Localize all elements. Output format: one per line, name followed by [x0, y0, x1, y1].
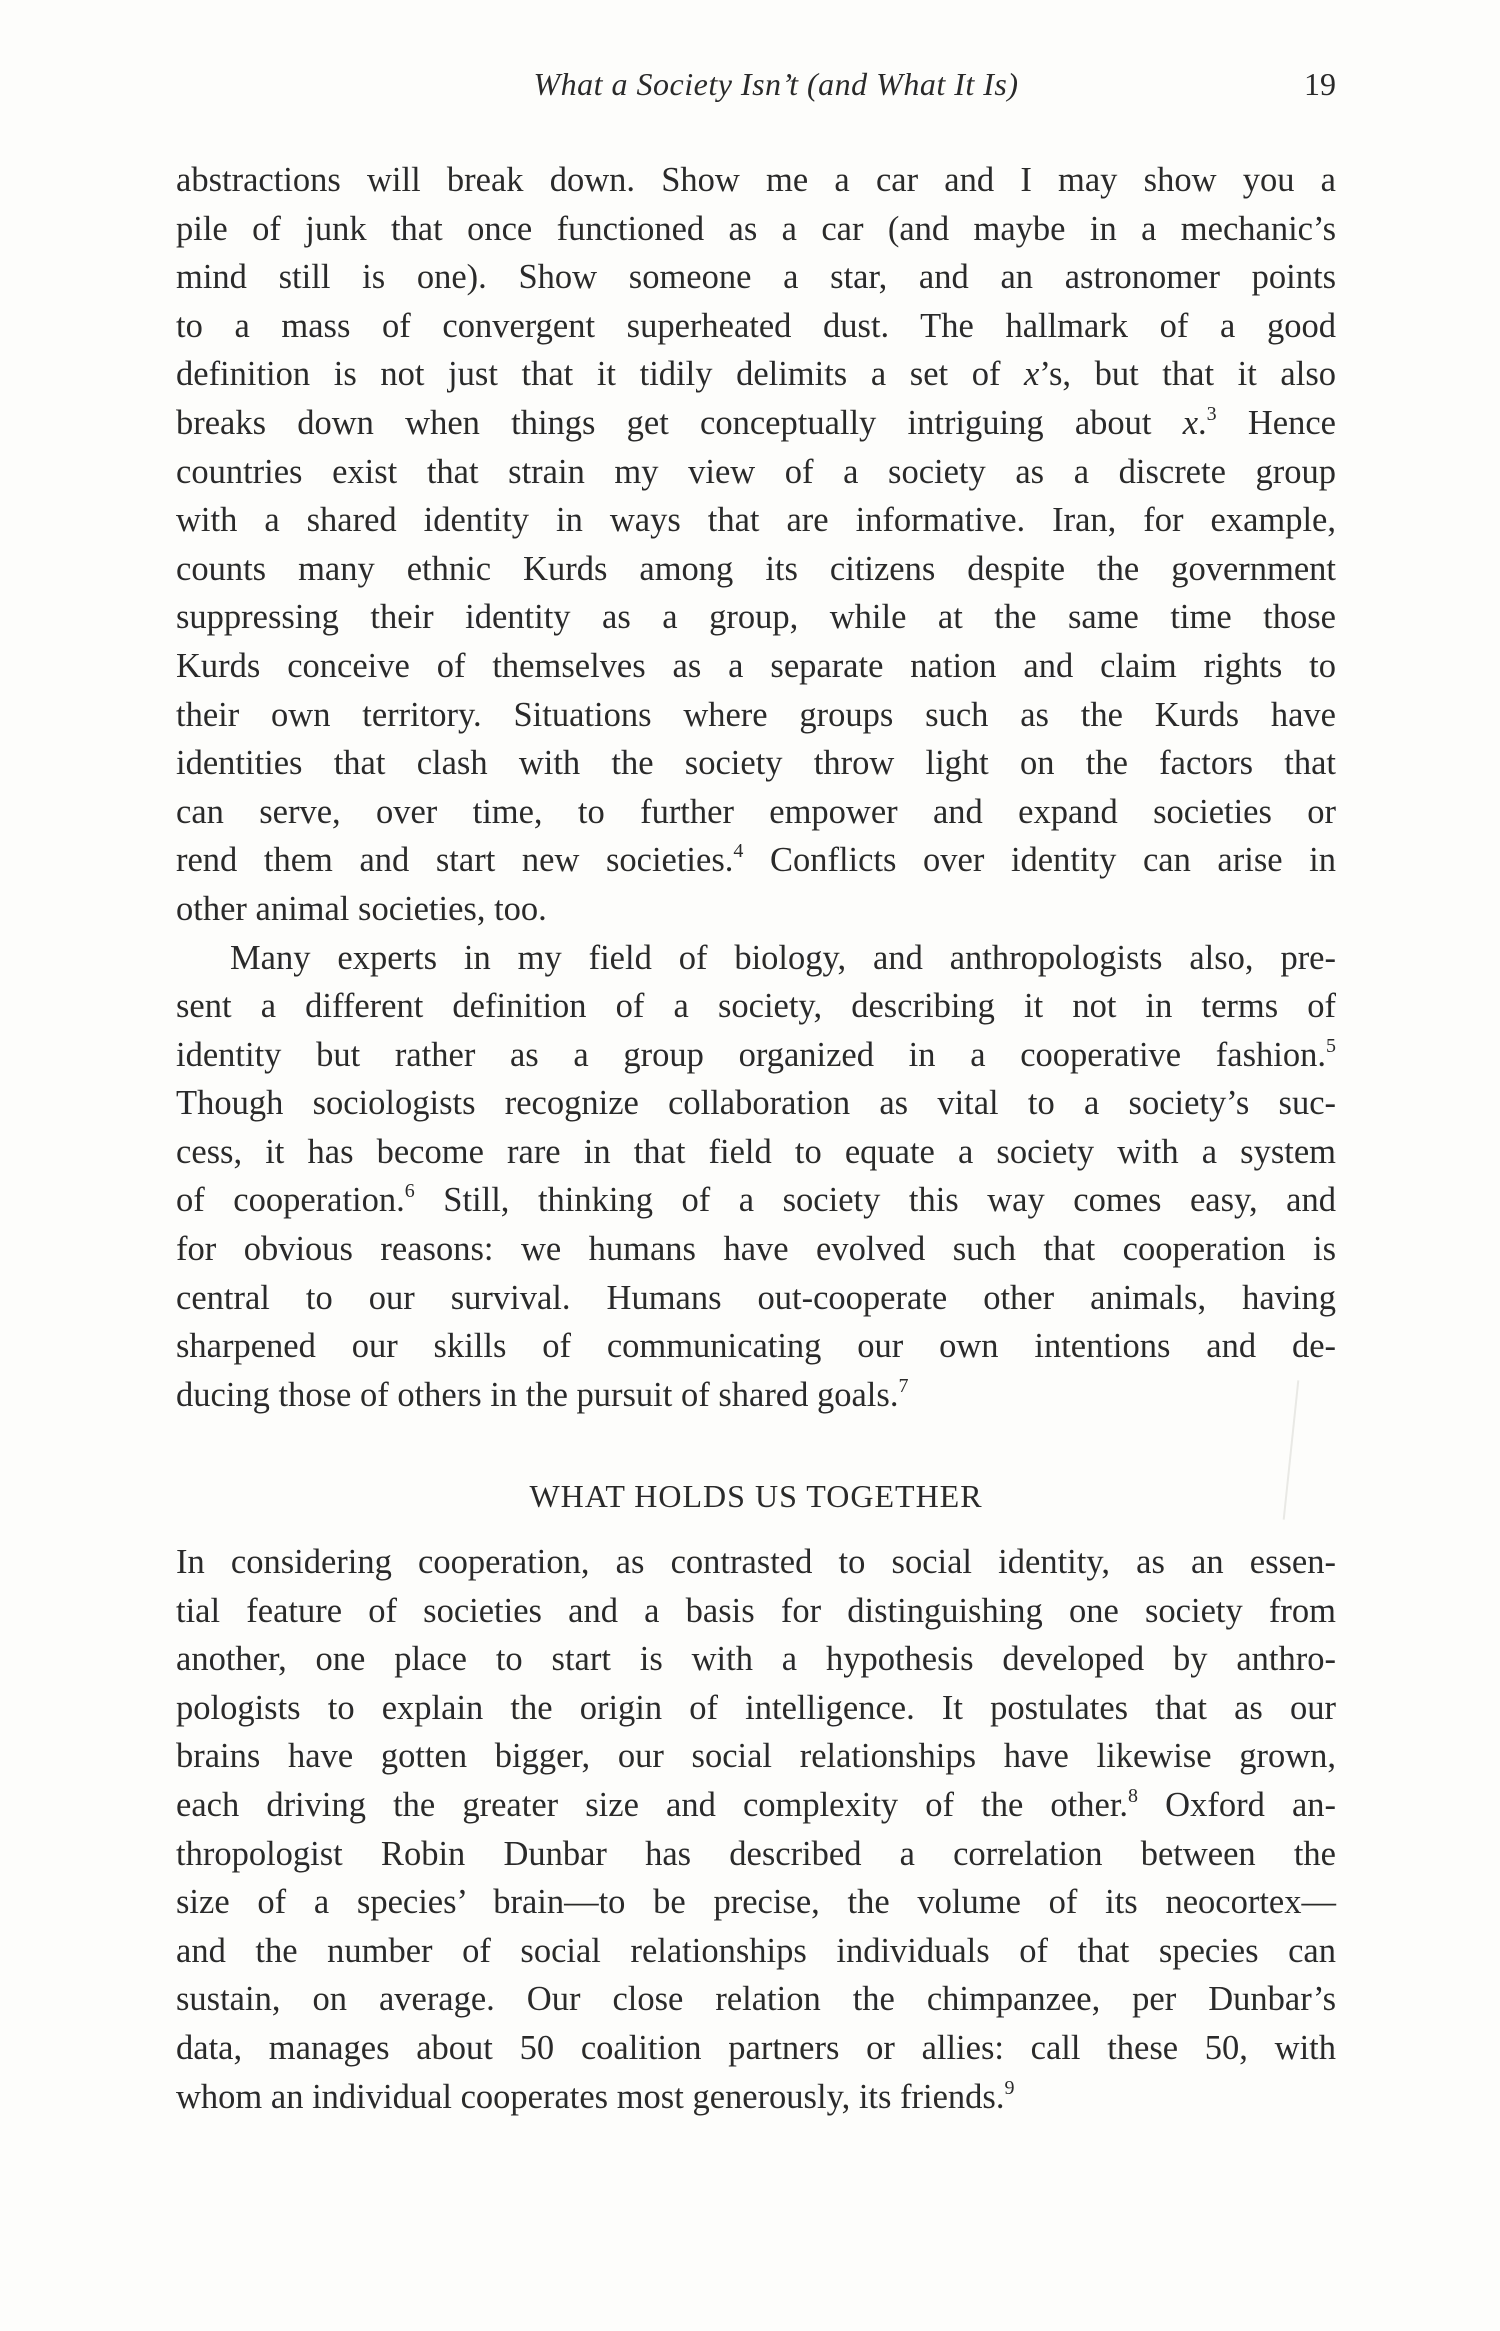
paragraph — [176, 156, 1336, 934]
text-line: ducing those of others in the pursuit of shared goals.$^7$ — [176, 1374, 909, 1414]
text-line: suppressing their identity as a group, while at the same time those — [176, 598, 1336, 637]
text-line: identities that clash with the society throw light on the factors that — [176, 744, 1336, 783]
text-line: central to our survival. Humans out-cooperate other animals, having — [176, 1278, 1336, 1317]
text-line: size of a species’ brain—to be precise, the volume of its neocortex— — [176, 1883, 1336, 1922]
text-line: and the number of social relationships individuals of that species can — [176, 1931, 1336, 1970]
text-line: countries exist that strain my view of a society as a discrete group — [176, 452, 1336, 491]
text-line: for obvious reasons: we humans have evolved such that cooperation is — [176, 1230, 1336, 1269]
text-line: their own territory. Situations where groups such as the Kurds have — [176, 695, 1336, 734]
footnote-marker[interactable]: 3 — [1206, 402, 1217, 425]
footnote-marker[interactable]: 4 — [733, 840, 744, 863]
text-line: sharpened our skills of communicating our own intentions and de- — [176, 1327, 1336, 1366]
text-line: thropologist Robin Dunbar has described a correlation between the — [176, 1834, 1336, 1873]
text-line: brains have gotten bigger, our social relationships have likewise grown, — [176, 1737, 1336, 1776]
footnote-marker[interactable]: 5 — [1326, 1034, 1336, 1057]
text-line: mind still is one). Show someone a star, and an astronomer points — [176, 258, 1336, 297]
footnote-marker[interactable]: 7 — [898, 1374, 909, 1397]
text-line: In considering cooperation, as contrasted to social identity, as an essen- — [176, 1543, 1336, 1581]
text-line: identity but rather as a group organized in a cooperative fashion.$^5$ — [176, 1034, 1336, 1074]
running-head-title: What a Society Isn’t (and What It Is) — [533, 66, 1019, 102]
paragraph — [176, 1538, 1336, 2121]
footnote-marker[interactable]: 8 — [1128, 1784, 1139, 1807]
text-line: abstractions will break down. Show me a car and I may show you a — [176, 161, 1336, 199]
text-line: tial feature of societies and a basis for distinguishing one society from — [176, 1591, 1336, 1630]
footnote-marker[interactable]: 6 — [404, 1180, 415, 1203]
text-line: counts many ethnic Kurds among its citizens despite the government — [176, 549, 1336, 588]
text-line: of cooperation.$^6$ Still, thinking of a society this way comes easy, and — [176, 1180, 1336, 1220]
text-line: Kurds conceive of themselves as a separate nation and claim rights to — [176, 646, 1336, 685]
body-text-after-heading — [176, 1538, 1336, 2121]
running-head — [176, 66, 1336, 110]
text-line: to a mass of convergent superheated dust. The hallmark of a good — [176, 306, 1336, 345]
text-line: another, one place to start is with a hypothesis developed by anthro- — [176, 1640, 1336, 1679]
text-line: with a shared identity in ways that are informative. Iran, for example, — [176, 501, 1336, 540]
page-number: 19 — [1304, 66, 1336, 102]
footnote-marker[interactable]: 9 — [1004, 2076, 1015, 2099]
section-heading: WHAT HOLDS US TOGETHER — [529, 1478, 983, 1514]
text-line: rend them and start new societies.$^4$ Conflicts over identity can arise in — [176, 840, 1336, 880]
text-line: Many experts in my field of biology, and anthropologists also, pre- — [230, 938, 1336, 977]
variable-x: x — [1182, 403, 1199, 442]
text-line: data, manages about 50 coalition partners or allies: call these 50, with — [176, 2028, 1336, 2067]
text-line: other animal societies, too. — [176, 889, 547, 928]
variable-x: x — [1024, 355, 1040, 394]
body-text-before-heading — [176, 156, 1336, 1419]
text-line: each driving the greater size and complexity of the other.$^8$ Oxford an- — [176, 1784, 1336, 1824]
text-line: sent a different definition of a society, describing it not in terms of — [176, 987, 1336, 1026]
text-line: whom an individual cooperates most generously, its friends.$^9$ — [176, 2076, 1015, 2116]
paragraph — [176, 934, 1336, 1420]
text-line: can serve, over time, to further empower and expand societies or — [176, 792, 1336, 831]
text-line: definition is not just that it tidily delimits a set of x’s, but that it also — [176, 355, 1336, 394]
text-line: breaks down when things get conceptually intriguing about x.$^3$ Hence — [176, 402, 1336, 442]
text-line: cess, it has become rare in that field to equate a society with a system — [176, 1132, 1336, 1171]
text-line: pile of junk that once functioned as a car (and maybe in a mechanic’s — [176, 209, 1336, 248]
text-line: Though sociologists recognize collaboration as vital to a society’s suc- — [176, 1084, 1336, 1123]
text-line: pologists to explain the origin of intelligence. It postulates that as our — [176, 1688, 1336, 1727]
text-line: sustain, on average. Our close relation the chimpanzee, per Dunbar’s — [176, 1980, 1336, 2019]
